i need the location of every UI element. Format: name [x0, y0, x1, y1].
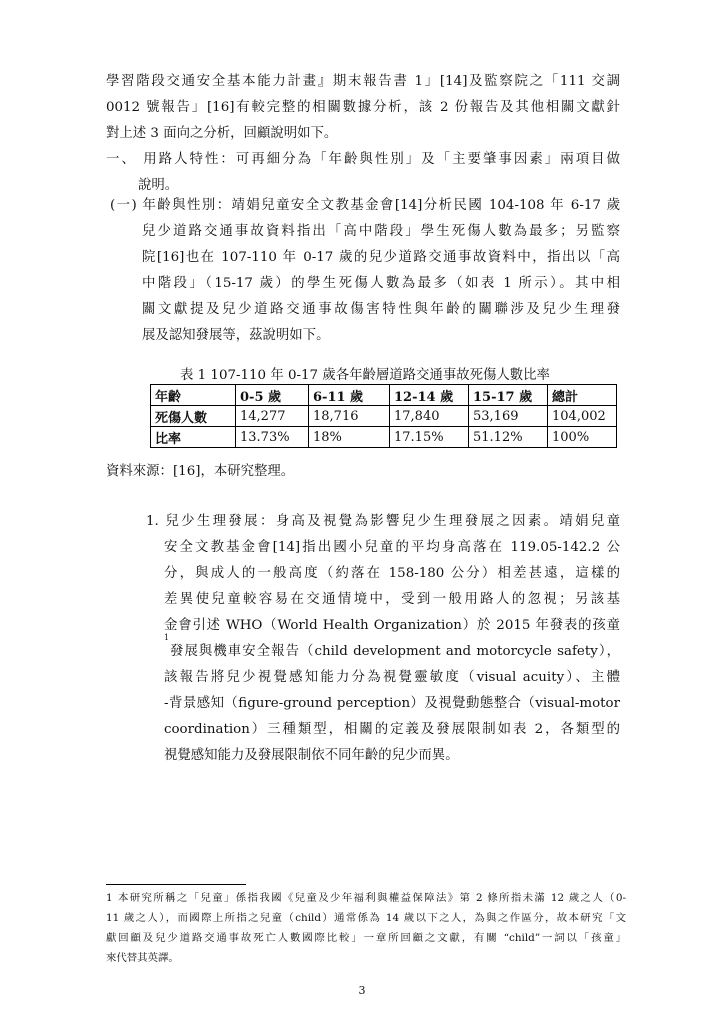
footnote-ref: 1 — [164, 633, 170, 642]
footnote-line-1: 本研究所稱之「兒童」係指我國《兒童及少年福利與權益保障法》第 2 條所指未滿 12 歲之人（0- — [118, 892, 626, 904]
table-cell: 17.15% — [390, 427, 469, 448]
table-cell: 18% — [309, 427, 390, 448]
page-number: 3 — [358, 984, 366, 997]
section1-line-7: 該報告將兒少視覺感知能力分為視覺靈敏度（visual acuity）、主體 — [164, 670, 620, 685]
section1-line-5: 金會引述 WHO（World Health Organization）於 2015 年發表的孩童 — [164, 618, 620, 633]
section1-line-1: 1. 兒少生理發展：身高及視覺為影響兒少生理發展之因素。靖娟兒童 — [146, 514, 620, 529]
table-row-label: 比率 — [151, 427, 236, 448]
heading-user-characteristics: 一、 用路人特性：可再細分為「年齡與性別」及「主要肇事因素」兩項目做 — [106, 152, 620, 167]
body-line-9: 中階段」（15-17 歲）的學生死傷人數為最多（如表 1 所示）。其中相 — [142, 276, 620, 291]
table-cell: 14,277 — [236, 406, 309, 427]
body-line-11: 展及認知發展等，茲說明如下。 — [142, 328, 330, 343]
footnote-marker: 1 — [106, 892, 113, 904]
body-line-8: 院[16]也在 107-110 年 0-17 歲的兒少道路交通事故資料中，指出以「高 — [142, 250, 620, 265]
footnote-line-2: 11 歲之人），而國際上所指之兒童（child）通常係為 14 歲以下之人，為與之作區分，故本研究「文 — [106, 912, 626, 924]
casualty-table — [150, 384, 617, 448]
footnote-divider — [106, 884, 246, 885]
table-cell: 51.12% — [469, 427, 548, 448]
body-line-7: 兒少道路交通事故資料指出「高中階段」學生死傷人數為最多；另監察 — [142, 224, 620, 239]
table-row-label: 死傷人數 — [151, 406, 236, 427]
body-line-3: 對上述 3 面向之分析，回顧說明如下。 — [106, 126, 338, 141]
table-cell: 104,002 — [548, 406, 617, 427]
subheading-age-gender: (一) 年齡與性別：靖娟兒童安全文教基金會[14]分析民國 104-108 年 6-17 歲 — [110, 198, 620, 213]
footnote-line-3: 獻回顧及兒少道路交通事故死亡人數國際比較」一章所回顧之文獻，有關 “child”一詞以「孩童」 — [106, 932, 626, 944]
section1-line-3: 分，與成人的一般高度（約落在 158-180 公分）相差甚遠，這樣的 — [164, 566, 620, 581]
body-line-2: 0012 號報告」[16]有較完整的相關數據分析，該 2 份報告及其他相關文獻針 — [106, 100, 620, 115]
table-header-cell: 15-17 歲 — [469, 385, 548, 406]
section1-line-10: 視覺感知能力及發展限制依不同年齡的兒少而異。 — [164, 748, 459, 763]
table-header-cell: 年齡 — [151, 385, 236, 406]
table-row — [151, 427, 617, 448]
table-caption: 表 1 107-110 年 0-17 歲各年齡層道路交通事故死傷人數比率 — [180, 368, 550, 383]
section1-line-4: 差異使兒童較容易在交通情境中，受到一般用路人的忽視；另該基 — [164, 592, 620, 607]
section1-line-9: coordination）三種類型，相關的定義及發展限制如表 2，各類型的 — [164, 722, 620, 737]
body-line-1: 學習階段交通安全基本能力計畫』期末報告書 1」[14]及監察院之「111 交調 — [106, 74, 620, 89]
table-cell: 17,840 — [390, 406, 469, 427]
table-source: 資料來源：[16]，本研究整理。 — [106, 464, 295, 479]
table-header-cell: 0-5 歲 — [236, 385, 309, 406]
table-header-row — [151, 385, 617, 406]
table-header-cell: 6-11 歲 — [309, 385, 390, 406]
table-cell: 13.73% — [236, 427, 309, 448]
table-cell: 100% — [548, 427, 617, 448]
table-header-cell: 12-14 歲 — [390, 385, 469, 406]
section1-line-8: -背景感知（figure-ground perception）及視覺動態整合（visual-motor — [164, 696, 620, 711]
body-line-5: 說明。 — [138, 178, 179, 193]
table-header-cell: 總計 — [548, 385, 617, 406]
footnote-line-4: 來代替其英譯。 — [106, 952, 179, 964]
table-cell: 53,169 — [469, 406, 548, 427]
section1-line-6: 發展與機車安全報告（child development and motorcycle safety）， — [170, 644, 620, 659]
section1-line-2: 安全文教基金會[14]指出國小兒童的平均身高落在 119.05-142.2 公 — [164, 540, 620, 555]
table-cell: 18,716 — [309, 406, 390, 427]
table-row — [151, 406, 617, 427]
body-line-10: 關文獻提及兒少道路交通事故傷害特性與年齡的關聯涉及兒少生理發 — [142, 302, 620, 317]
